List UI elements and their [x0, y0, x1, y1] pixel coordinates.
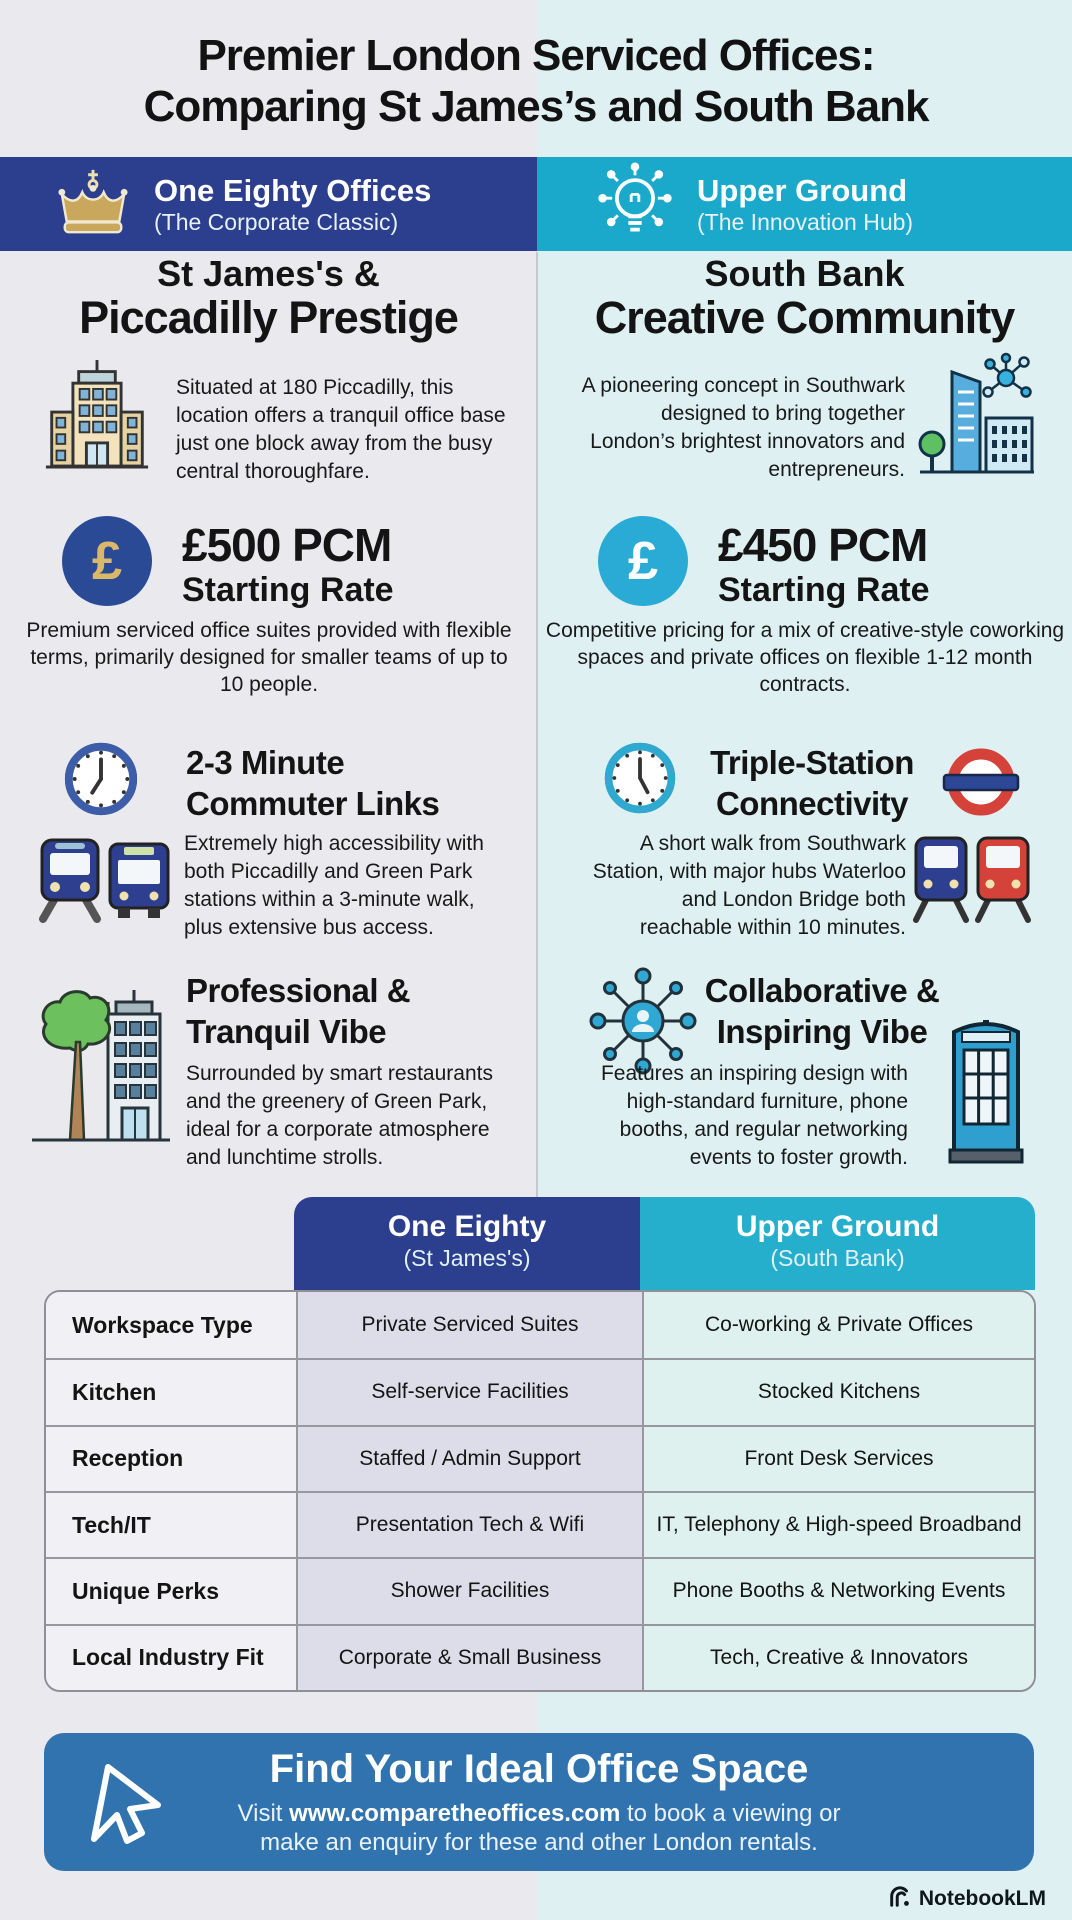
- tree-and-building-icon: [30, 984, 172, 1161]
- table-row-label: Kitchen: [46, 1358, 296, 1424]
- cta-heading: Find Your Ideal Office Space: [269, 1747, 809, 1791]
- pound-circle-icon-right: [598, 516, 688, 606]
- header-left-subtitle: (The Corporate Classic): [154, 208, 399, 235]
- table-cell-upper-ground: Co-working & Private Offices: [642, 1292, 1034, 1358]
- office-building-icon: [44, 356, 150, 477]
- train-and-bus-icon: [38, 836, 174, 931]
- left-price-heading: [182, 520, 394, 610]
- notebooklm-icon: [888, 1884, 912, 1914]
- table-cell-upper-ground: Front Desk Services: [642, 1425, 1034, 1491]
- table-cell-one-eighty: Staffed / Admin Support: [296, 1425, 642, 1491]
- table-cell-one-eighty: Private Serviced Suites: [296, 1292, 642, 1358]
- table-cell-upper-ground: IT, Telephony & High-speed Broadband: [642, 1491, 1034, 1557]
- left-location-heading: [0, 254, 537, 342]
- table-row-label: Unique Perks: [46, 1557, 296, 1623]
- cta-body: [44, 1799, 1034, 1857]
- right-location-heading: [537, 254, 1072, 342]
- right-location-body: A pioneering concept in Southwark designed to bring together London’s brightest innovators and entrepreneurs.: [581, 374, 905, 481]
- left-vibe-body: Surrounded by smart restaurants and the greenery of Green Park, ideal for a corporate atmosphere and lunchtime strolls.: [186, 1062, 493, 1169]
- left-location-heading-line1: St James's &: [157, 253, 380, 294]
- comparison-table: [44, 1290, 1036, 1692]
- right-price-body: Competitive pricing for a mix of creative-style coworking spaces and private offices on flexible 1-12 month contracts.: [545, 619, 1065, 696]
- crown-icon: [56, 166, 130, 243]
- buildings-and-molecule-icon: [918, 352, 1036, 483]
- cta-banner: [44, 1733, 1034, 1871]
- left-vibe-heading-line2: Tranquil Vibe: [186, 1013, 387, 1050]
- right-location-heading-line1: South Bank: [704, 253, 905, 294]
- table-cell-upper-ground: Tech, Creative & Innovators: [642, 1624, 1034, 1690]
- table-header-left-subtitle: (St James's): [403, 1245, 531, 1271]
- table-cell-upper-ground: Stocked Kitchens: [642, 1358, 1034, 1424]
- right-vibe-heading-line2: Inspiring Vibe: [716, 1013, 928, 1050]
- left-transport-body: Extremely high accessibility with both Piccadilly and Green Park stations within a 3-minute walk, plus extensive bus access.: [184, 832, 484, 939]
- notebooklm-brand: [888, 1884, 1046, 1914]
- clock-icon-left: [62, 740, 140, 823]
- table-row-label: Workspace Type: [46, 1292, 296, 1358]
- table-cell-one-eighty: Self-service Facilities: [296, 1358, 642, 1424]
- page-title: [0, 30, 1072, 132]
- cta-line2: make an enquiry for these and other London rentals.: [260, 1829, 818, 1856]
- left-transport-heading-line1: 2-3 Minute: [186, 744, 345, 781]
- table-row-label: Local Industry Fit: [46, 1624, 296, 1690]
- header-right: [537, 157, 1072, 251]
- table-row-label: Reception: [46, 1425, 296, 1491]
- right-transport-heading-line2: Connectivity: [715, 785, 909, 822]
- table-header-upper-ground: [640, 1197, 1035, 1290]
- left-price-label: Starting Rate: [182, 571, 394, 609]
- header-right-subtitle: (The Innovation Hub): [697, 208, 914, 235]
- right-vibe-heading-line1: Collaborative &: [704, 972, 940, 1009]
- table-cell-upper-ground: Phone Booths & Networking Events: [642, 1557, 1034, 1623]
- phone-booth-icon: [944, 1012, 1028, 1169]
- table-header-right-subtitle: (South Bank): [770, 1245, 905, 1271]
- header-right-text: [697, 173, 913, 236]
- left-vibe-heading-line1: Professional &: [186, 972, 411, 1009]
- clock-icon-right: [602, 740, 678, 821]
- header-left-text: [154, 173, 431, 236]
- cta-url[interactable]: www.comparetheoffices.com: [289, 1800, 621, 1827]
- lightbulb-idea-icon: [595, 160, 675, 249]
- left-location-heading-line2: Piccadilly Prestige: [79, 292, 458, 343]
- left-transport-heading: [186, 742, 439, 824]
- left-vibe-heading: [186, 970, 410, 1052]
- header-right-title: Upper Ground: [697, 172, 908, 208]
- right-location-heading-line2: Creative Community: [594, 292, 1015, 343]
- header-left-title: One Eighty Offices: [154, 172, 432, 208]
- page-title-line1: Premier London Serviced Offices:: [197, 31, 875, 80]
- right-transport-heading: [690, 742, 934, 824]
- table-cell-one-eighty: Presentation Tech & Wifi: [296, 1491, 642, 1557]
- right-price-heading: [718, 520, 930, 610]
- cta-visit-text: Visit: [237, 1800, 290, 1827]
- underground-roundel-icon: [942, 746, 1020, 825]
- cta-after-text: to book a viewing or: [620, 1800, 841, 1827]
- table-cell-one-eighty: Shower Facilities: [296, 1557, 642, 1623]
- pound-symbol: £: [627, 531, 659, 591]
- left-price-amount: £500 PCM: [182, 519, 392, 571]
- header-band: [0, 157, 1072, 251]
- left-transport-heading-line2: Commuter Links: [186, 785, 440, 822]
- table-header-one-eighty: [294, 1197, 640, 1290]
- right-transport-body: A short walk from Southwark Station, with major hubs Waterloo and London Bridge both reachable within 10 minutes.: [592, 832, 906, 939]
- table-header-left-title: One Eighty: [387, 1210, 547, 1243]
- page-title-line2: Comparing St James’s and South Bank: [143, 82, 929, 131]
- table-header-right-title: Upper Ground: [735, 1210, 940, 1243]
- right-vibe-body: Features an inspiring design with high-standard furniture, phone booths, and regular networking events to foster growth.: [600, 1062, 908, 1169]
- left-price-body: Premium serviced office suites provided with flexible terms, primarily designed for smaller teams of up to 10 people.: [26, 619, 512, 696]
- header-left: [0, 157, 537, 251]
- table-cell-one-eighty: Corporate & Small Business: [296, 1624, 642, 1690]
- right-transport-heading-line1: Triple-Station: [710, 744, 914, 781]
- right-vibe-heading: [696, 970, 948, 1052]
- pound-symbol: £: [91, 531, 123, 591]
- right-price-amount: £450 PCM: [718, 519, 928, 571]
- cursor-arrow-icon: [78, 1753, 172, 1852]
- pound-circle-icon-left: [62, 516, 152, 606]
- left-location-body: Situated at 180 Piccadilly, this location offers a tranquil office base just one block away from the busy central thoroughfare.: [176, 376, 506, 483]
- column-divider: [536, 252, 538, 1197]
- two-trains-icon: [912, 832, 1032, 933]
- table-row-label: Tech/IT: [46, 1491, 296, 1557]
- right-price-label: Starting Rate: [718, 571, 930, 609]
- notebooklm-label: NotebookLM: [918, 1887, 1046, 1910]
